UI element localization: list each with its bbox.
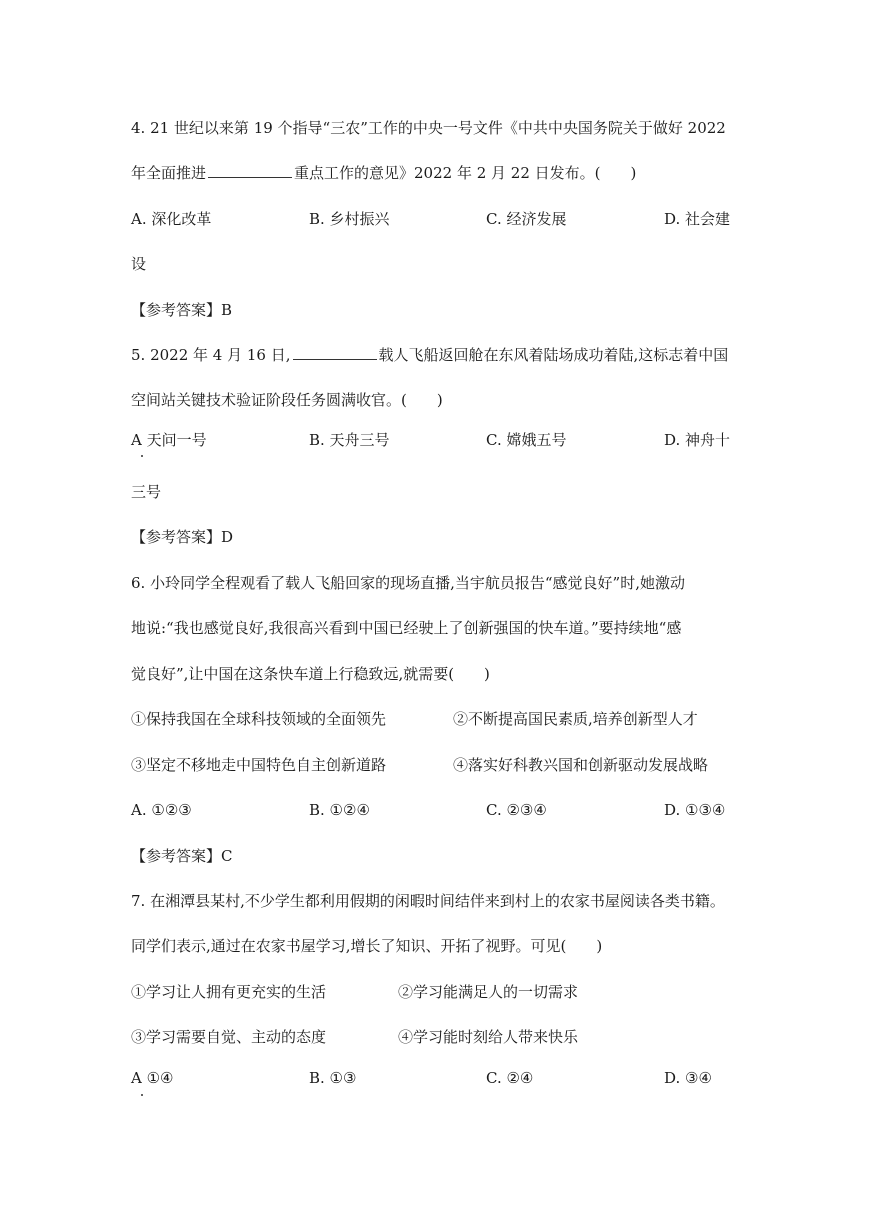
q5-stem-post: 载人飞船返回舱在东风着陆场成功着陆,这标志着中国 (378, 346, 729, 364)
q4-stem-line2 (131, 163, 636, 183)
q4-stem-pre: 年全面推进 (131, 164, 207, 182)
q7-option-a: A ①④ (131, 1069, 174, 1087)
q7-option-d: D. ③④ (664, 1069, 712, 1087)
q4-stem-line1: 4. 21 世纪以来第 19 个指导“三农”工作的中央一号文件《中共中央国务院关于做好 2022 (131, 119, 726, 137)
q5-option-d: D. 神舟十 (664, 431, 731, 449)
q6-statement-2: ②不断提高国民素质,培养创新型人才 (453, 710, 698, 728)
q4-option-wrap: 设 (131, 255, 147, 273)
q4-stem-post: 重点工作的意见》2022 年 2 月 22 日发布。( ) (294, 164, 637, 182)
q5-dot-mark (141, 455, 143, 457)
q4-option-a: A. 深化改革 (131, 210, 212, 228)
q6-option-d: D. ①③④ (664, 801, 726, 819)
q5-option-b: B. 天舟三号 (309, 431, 390, 449)
q6-statement-3: ③坚定不移地走中国特色自主创新道路 (131, 756, 387, 774)
q6-option-a: A. ①②③ (131, 801, 192, 819)
q5-stem-pre: 5. 2022 年 4 月 16 日, (131, 346, 291, 364)
q5-stem-line1 (131, 345, 728, 365)
q7-statement-3: ③学习需要自觉、主动的态度 (131, 1028, 327, 1046)
q5-option-a: A 天问一号 (131, 431, 207, 449)
q6-statement-1: ①保持我国在全球科技领域的全面领先 (131, 710, 387, 728)
q7-stem-line1: 7. 在湘潭县某村,不少学生都利用假期的闲暇时间结伴来到村上的农家书屋阅读各类书籍。 (131, 892, 725, 910)
q6-option-b: B. ①②④ (309, 801, 370, 819)
q5-stem-line2: 空间站关键技术验证阶段任务圆满收官。( ) (131, 391, 443, 409)
q6-stem-line1: 6. 小玲同学全程观看了载人飞船回家的现场直播,当宇航员报告“感觉良好”时,她激动 (131, 574, 685, 592)
q6-stem-line2: 地说:“我也感觉良好,我很高兴看到中国已经驶上了创新强国的快车道。”要持续地“感 (131, 619, 682, 637)
q4-blank (208, 164, 292, 178)
q7-option-c: C. ②④ (486, 1069, 534, 1087)
q6-statement-4: ④落实好科教兴国和创新驱动发展战略 (453, 756, 709, 774)
q5-option-c: C. 嫦娥五号 (486, 431, 567, 449)
q7-statement-2: ②学习能满足人的一切需求 (398, 983, 579, 1001)
q6-answer: 【参考答案】C (131, 847, 233, 865)
q7-statement-1: ①学习让人拥有更充实的生活 (131, 983, 327, 1001)
q7-stem-line2: 同学们表示,通过在农家书屋学习,增长了知识、开拓了视野。可见( ) (131, 937, 603, 955)
q6-option-c: C. ②③④ (486, 801, 547, 819)
q4-option-b: B. 乡村振兴 (309, 210, 390, 228)
q5-blank (293, 346, 377, 360)
q7-option-b: B. ①③ (309, 1069, 357, 1087)
q6-stem-line3: 觉良好”,让中国在这条快车道上行稳致远,就需要( ) (131, 665, 490, 683)
q4-answer: 【参考答案】B (131, 301, 233, 319)
q4-option-d: D. 社会建 (664, 210, 731, 228)
q4-option-c: C. 经济发展 (486, 210, 567, 228)
q5-option-wrap: 三号 (131, 483, 162, 501)
q7-statement-4: ④学习能时刻给人带来快乐 (398, 1028, 579, 1046)
q7-dot-mark (141, 1094, 143, 1096)
q5-answer: 【参考答案】D (131, 528, 234, 546)
